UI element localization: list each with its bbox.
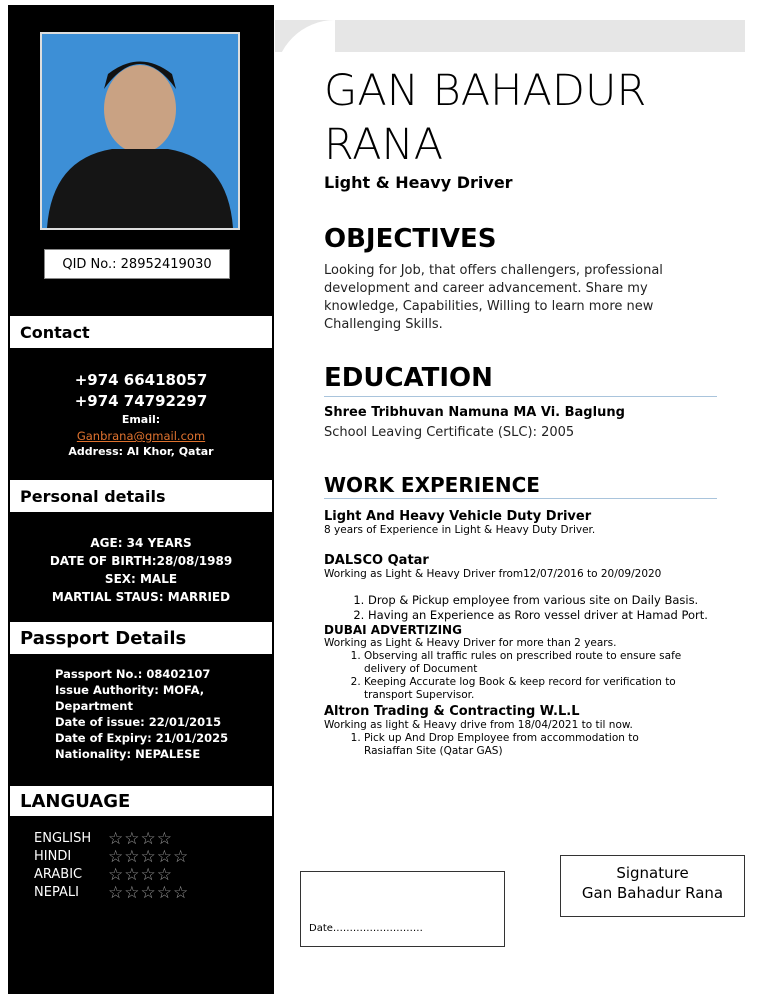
passport-heading: Passport Details (10, 622, 272, 654)
qid-number: QID No.: 28952419030 (44, 249, 230, 279)
job-point: 1. Drop & Pickup employee from various site on Daily Basis. (368, 593, 724, 608)
certificate: School Leaving Certificate (SLC): 2005 (324, 425, 575, 440)
job-title: Light & Heavy Driver (324, 173, 513, 192)
company-name: Altron Trading & Contracting W.L.L (324, 704, 580, 719)
company-name: DUBAI ADVERTIZING (324, 623, 462, 637)
phone-1: +974 66418057 (74, 371, 208, 389)
expiry-date: Date of Expiry: 21/01/2025 (55, 731, 229, 745)
job-desc: Working as Light & Heavy Driver from12/07/2016 to 20/09/2020 (324, 568, 662, 580)
summary-text: 8 years of Experience in Light & Heavy Duty Driver. (324, 524, 596, 536)
divider (324, 498, 717, 499)
signature-name: Gan Bahadur Rana (581, 884, 724, 902)
language-heading: LANGUAGE (10, 786, 272, 816)
company-name: DALSCO Qatar (324, 553, 429, 568)
sex: SEX: MALE (104, 572, 178, 586)
job-point: 2. Having an Experience as Roro vessel driver at Hamad Port. (368, 608, 724, 623)
language-item (34, 830, 189, 848)
job-point: 2. Keeping Accurate log Book & keep record for verification to transport Supervisor. (364, 676, 704, 702)
objectives-text: Looking for Job, that offers challengers, professional development and career advancement. Share my knowledge, Capabilities, Willing to learn more new Challenging Skills. (324, 263, 663, 332)
signature-box (560, 855, 745, 917)
star-rating-icon: ☆☆☆☆☆ (108, 847, 190, 867)
star-rating-icon: ☆☆☆☆ (108, 865, 173, 885)
language-list (34, 830, 189, 902)
language-name: ENGLISH (34, 831, 92, 846)
date-box (300, 871, 505, 947)
email-label: Email: (121, 413, 161, 426)
name-line-2: RANA (324, 120, 444, 170)
star-rating-icon: ☆☆☆☆ (108, 829, 173, 849)
issue-date: Date of issue: 22/01/2015 (55, 715, 222, 729)
job-point: 1. Observing all traffic rules on prescribed route to ensure safe delivery of Document (364, 650, 704, 676)
language-name: HINDI (34, 849, 72, 864)
language-item (34, 866, 189, 884)
job-desc: Working as light & Heavy drive from 18/04/2021 to til now. (324, 719, 633, 731)
job-point: 1. Pick up And Drop Employee from accommodation to Rasiaffan Site (Qatar GAS) (364, 732, 674, 758)
nationality: Nationality: NEPALESE (55, 747, 201, 761)
school-name: Shree Tribhuvan Namuna MA Vi. Baglung (324, 405, 625, 420)
star-rating-icon: ☆☆☆☆☆ (108, 883, 190, 903)
passport-details (55, 666, 228, 762)
language-name: ARABIC (34, 867, 83, 882)
language-item (34, 884, 189, 902)
objectives-heading: OBJECTIVES (324, 224, 497, 254)
email-link[interactable]: Ganbrana@gmail.com (76, 429, 206, 443)
name (324, 64, 646, 172)
header-band (275, 20, 745, 52)
contact-info (8, 370, 274, 460)
marital-status: MARTIAL STAUS: MARRIED (51, 590, 231, 604)
contact-heading: Contact (10, 316, 272, 348)
person-photo-icon (42, 34, 238, 228)
phone-2: +974 74792297 (74, 392, 208, 410)
address: Address: Al Khor, Qatar (68, 445, 214, 458)
dob: DATE OF BIRTH:28/08/1989 (49, 554, 233, 568)
job-desc: Working as Light & Heavy Driver for more than 2 years. (324, 637, 617, 649)
issue-authority: Issue Authority: MOFA, (55, 683, 205, 697)
work-section (324, 509, 724, 758)
passport-no: Passport No.: 08402107 (55, 667, 211, 681)
age: AGE: 34 YEARS (90, 536, 192, 550)
summary-title: Light And Heavy Vehicle Duty Driver (324, 509, 592, 524)
work-heading: WORK EXPERIENCE (324, 473, 540, 497)
personal-heading: Personal details (10, 480, 272, 512)
date-label: Date……………………… (309, 923, 423, 934)
language-item (34, 848, 189, 866)
profile-photo (40, 32, 240, 230)
personal-details (8, 534, 274, 606)
name-line-1: GAN BAHADUR (324, 66, 647, 116)
signature-label: Signature (616, 864, 689, 882)
divider (324, 396, 717, 397)
issue-authority-cont: Department (55, 699, 133, 713)
language-name: NEPALI (34, 885, 79, 900)
education-heading: EDUCATION (324, 363, 493, 393)
